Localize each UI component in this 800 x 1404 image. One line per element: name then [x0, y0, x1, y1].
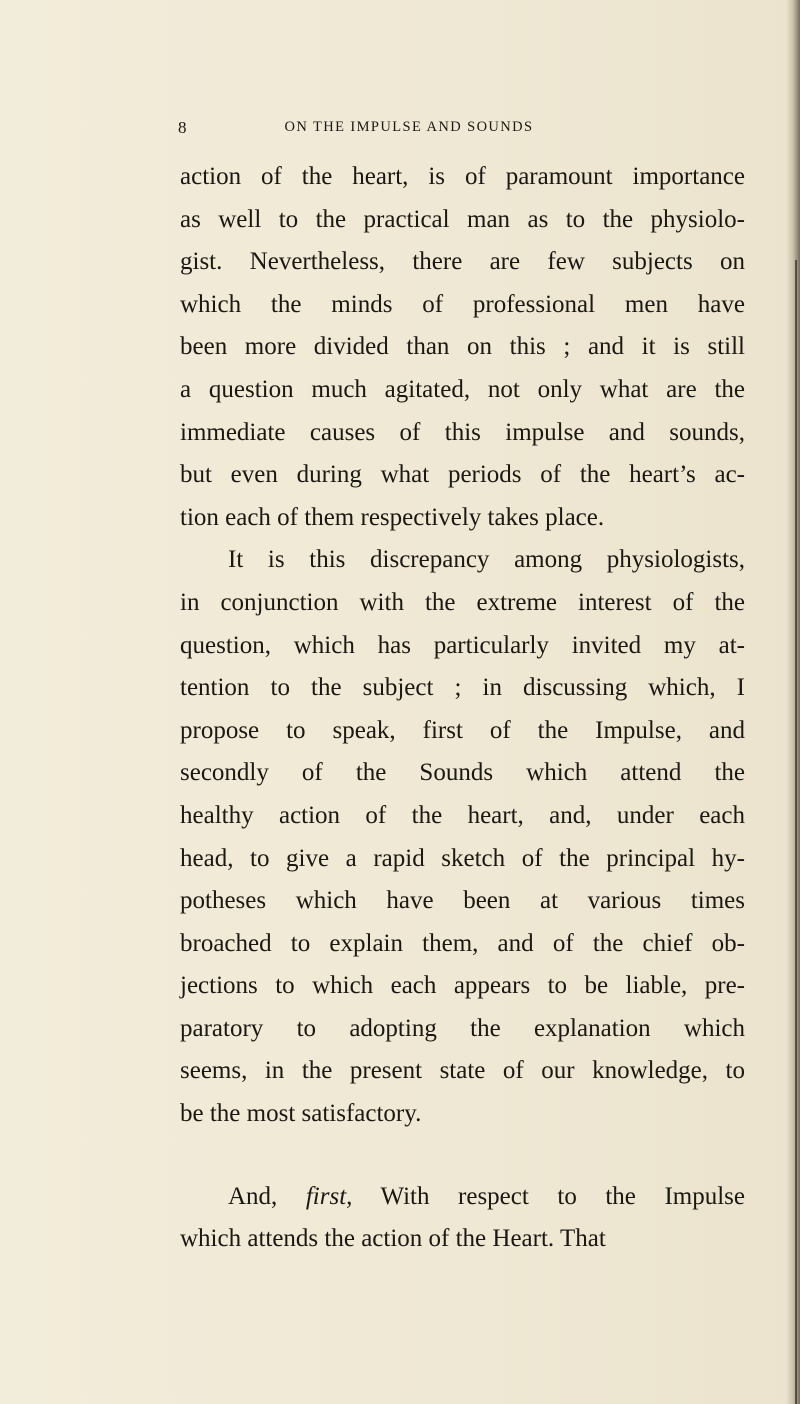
text-line: seems, in the present state of our knowledge, to	[180, 1057, 745, 1085]
text-line-final-para	[180, 1176, 745, 1219]
text-line: action of the heart, is of paramount importance	[180, 163, 745, 190]
final-para-rest: With respect to the Impulse	[352, 1182, 745, 1210]
text-line: a question much agitated, not only what are the	[180, 375, 745, 403]
text-line: but even during what periods of the heart’s ac-	[180, 461, 745, 489]
text-line: immediate causes of this impulse and sounds,	[180, 418, 745, 446]
text-line: which the minds of professional men have	[180, 290, 745, 318]
text-line: question, which has particularly invited my at-	[180, 631, 745, 659]
page-number: 8	[178, 118, 187, 137]
text-line: been more divided than on this ; and it is still	[180, 333, 745, 361]
binding-edge	[795, 260, 797, 1404]
text-line: paratory to adopting the explanation which	[180, 1014, 745, 1042]
text-line: head, to give a rapid sketch of the principal hy-	[180, 844, 745, 872]
running-head	[0, 118, 800, 142]
text-line: tion each of them respectively takes place.	[180, 503, 605, 531]
text-line: secondly of the Sounds which attend the	[180, 759, 745, 787]
paragraph-gap	[180, 1136, 745, 1176]
text-line: broached to explain them, and of the chief ob-	[180, 929, 745, 957]
text-line: potheses which have been at various times	[180, 887, 745, 915]
text-line: healthy action of the heart, and, under each	[180, 801, 745, 829]
final-para-prefix: And,	[228, 1182, 306, 1210]
final-para-italic: first,	[305, 1182, 353, 1210]
body-text	[180, 156, 745, 1261]
binding-shadow	[786, 0, 800, 1404]
running-title: ON THE IMPULSE AND SOUNDS	[284, 119, 534, 135]
text-line: in conjunction with the extreme interest of the	[180, 588, 745, 616]
text-line: gist. Nevertheless, there are few subjects on	[180, 248, 745, 276]
text-line: propose to speak, first of the Impulse, and	[180, 716, 745, 744]
text-line: It is this discrepancy among physiologists,	[228, 546, 745, 574]
text-line: which attends the action of the Heart. That	[180, 1225, 606, 1253]
text-line: be the most satisfactory.	[180, 1100, 422, 1128]
text-line: jections to which each appears to be liable, pre-	[180, 972, 745, 1000]
text-line: tention to the subject ; in discussing which, I	[180, 674, 745, 702]
text-line: as well to the practical man as to the physiolo-	[180, 205, 745, 233]
